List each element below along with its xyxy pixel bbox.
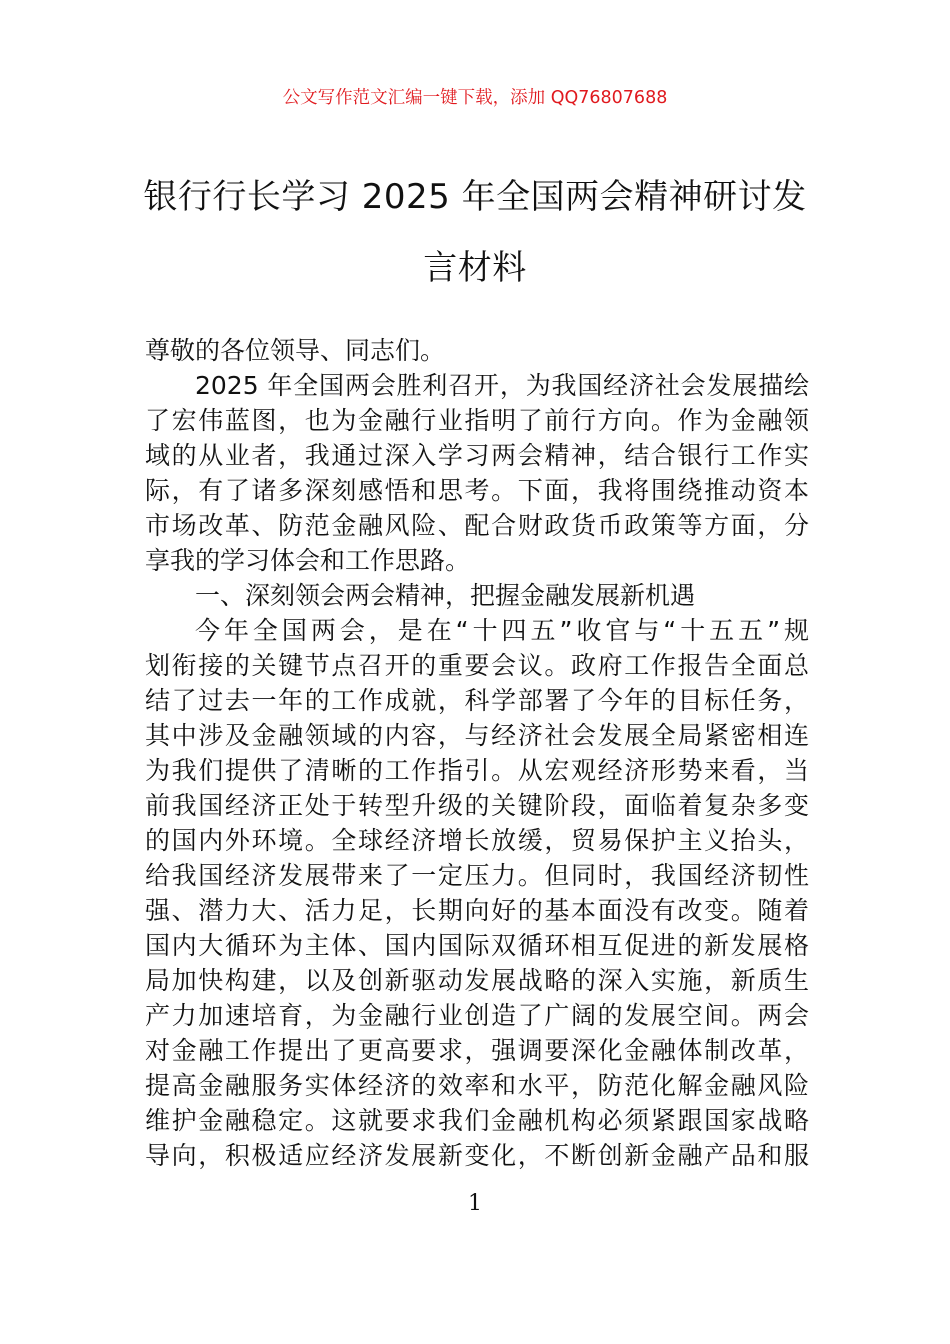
- document-title-line-2: 言材料: [423, 248, 527, 288]
- document-body: [145, 333, 809, 1173]
- paragraph-line: 强、潜力大、活力足，长期向好的基本面没有改变。随着: [145, 896, 809, 925]
- paragraph-line: 的国内外环境。全球经济增长放缓，贸易保护主义抬头，: [145, 826, 809, 855]
- paragraph-line: 产力加速培育，为金融行业创造了广阔的发展空间。两会: [145, 1001, 809, 1030]
- document-title-line-1: 银行行长学习 2025 年全国两会精神研讨发: [143, 177, 807, 217]
- salutation: 尊敬的各位领导、同志们。: [145, 336, 446, 365]
- paragraph-line: 域的从业者，我通过深入学习两会精神，结合银行工作实: [145, 441, 809, 470]
- paragraph-line: 为我们提供了清晰的工作指引。从宏观经济形势来看，当: [145, 756, 809, 785]
- section-heading: 一、深刻领会两会精神，把握金融发展新机遇: [195, 581, 696, 610]
- watermark-banner: 公文写作范文汇编一键下载，添加 QQ76807688: [282, 88, 668, 108]
- paragraph-line: 导向，积极适应经济发展新变化，不断创新金融产品和服: [145, 1141, 809, 1170]
- paragraph-line: 际，有了诸多深刻感悟和思考。下面，我将围绕推动资本: [145, 476, 809, 505]
- paragraph-line: 享我的学习体会和工作思路。: [145, 546, 471, 575]
- paragraph-line: 给我国经济发展带来了一定压力。但同时，我国经济韧性: [145, 861, 809, 890]
- paragraph-line: 划衔接的关键节点召开的重要会议。政府工作报告全面总: [145, 651, 809, 680]
- paragraph-line: 前我国经济正处于转型升级的关键阶段，面临着复杂多变: [145, 791, 809, 820]
- paragraph-line: 2025 年全国两会胜利召开，为我国经济社会发展描绘: [195, 371, 809, 400]
- paragraph-line: 国内大循环为主体、国内国际双循环相互促进的新发展格: [145, 931, 809, 960]
- paragraph-line: 对金融工作提出了更高要求，强调要深化金融体制改革，: [145, 1036, 809, 1065]
- page-number: 1: [468, 1191, 482, 1216]
- paragraph-line: 维护金融稳定。这就要求我们金融机构必须紧跟国家战略: [145, 1106, 809, 1135]
- paragraph-line: 市场改革、防范金融风险、配合财政货币政策等方面，分: [145, 511, 809, 540]
- paragraph-line: 局加快构建，以及创新驱动发展战略的深入实施，新质生: [145, 966, 809, 995]
- paragraph-line: 提高金融服务实体经济的效率和水平，防范化解金融风险: [145, 1071, 809, 1100]
- paragraph-line: 其中涉及金融领域的内容，与经济社会发展全局紧密相连: [145, 721, 809, 750]
- paragraph-line: 今年全国两会，是在“十四五”收官与“十五五”规: [195, 616, 809, 645]
- paragraph-line: 了宏伟蓝图，也为金融行业指明了前行方向。作为金融领: [145, 406, 809, 435]
- paragraph-line: 结了过去一年的工作成就，科学部署了今年的目标任务，: [145, 686, 809, 715]
